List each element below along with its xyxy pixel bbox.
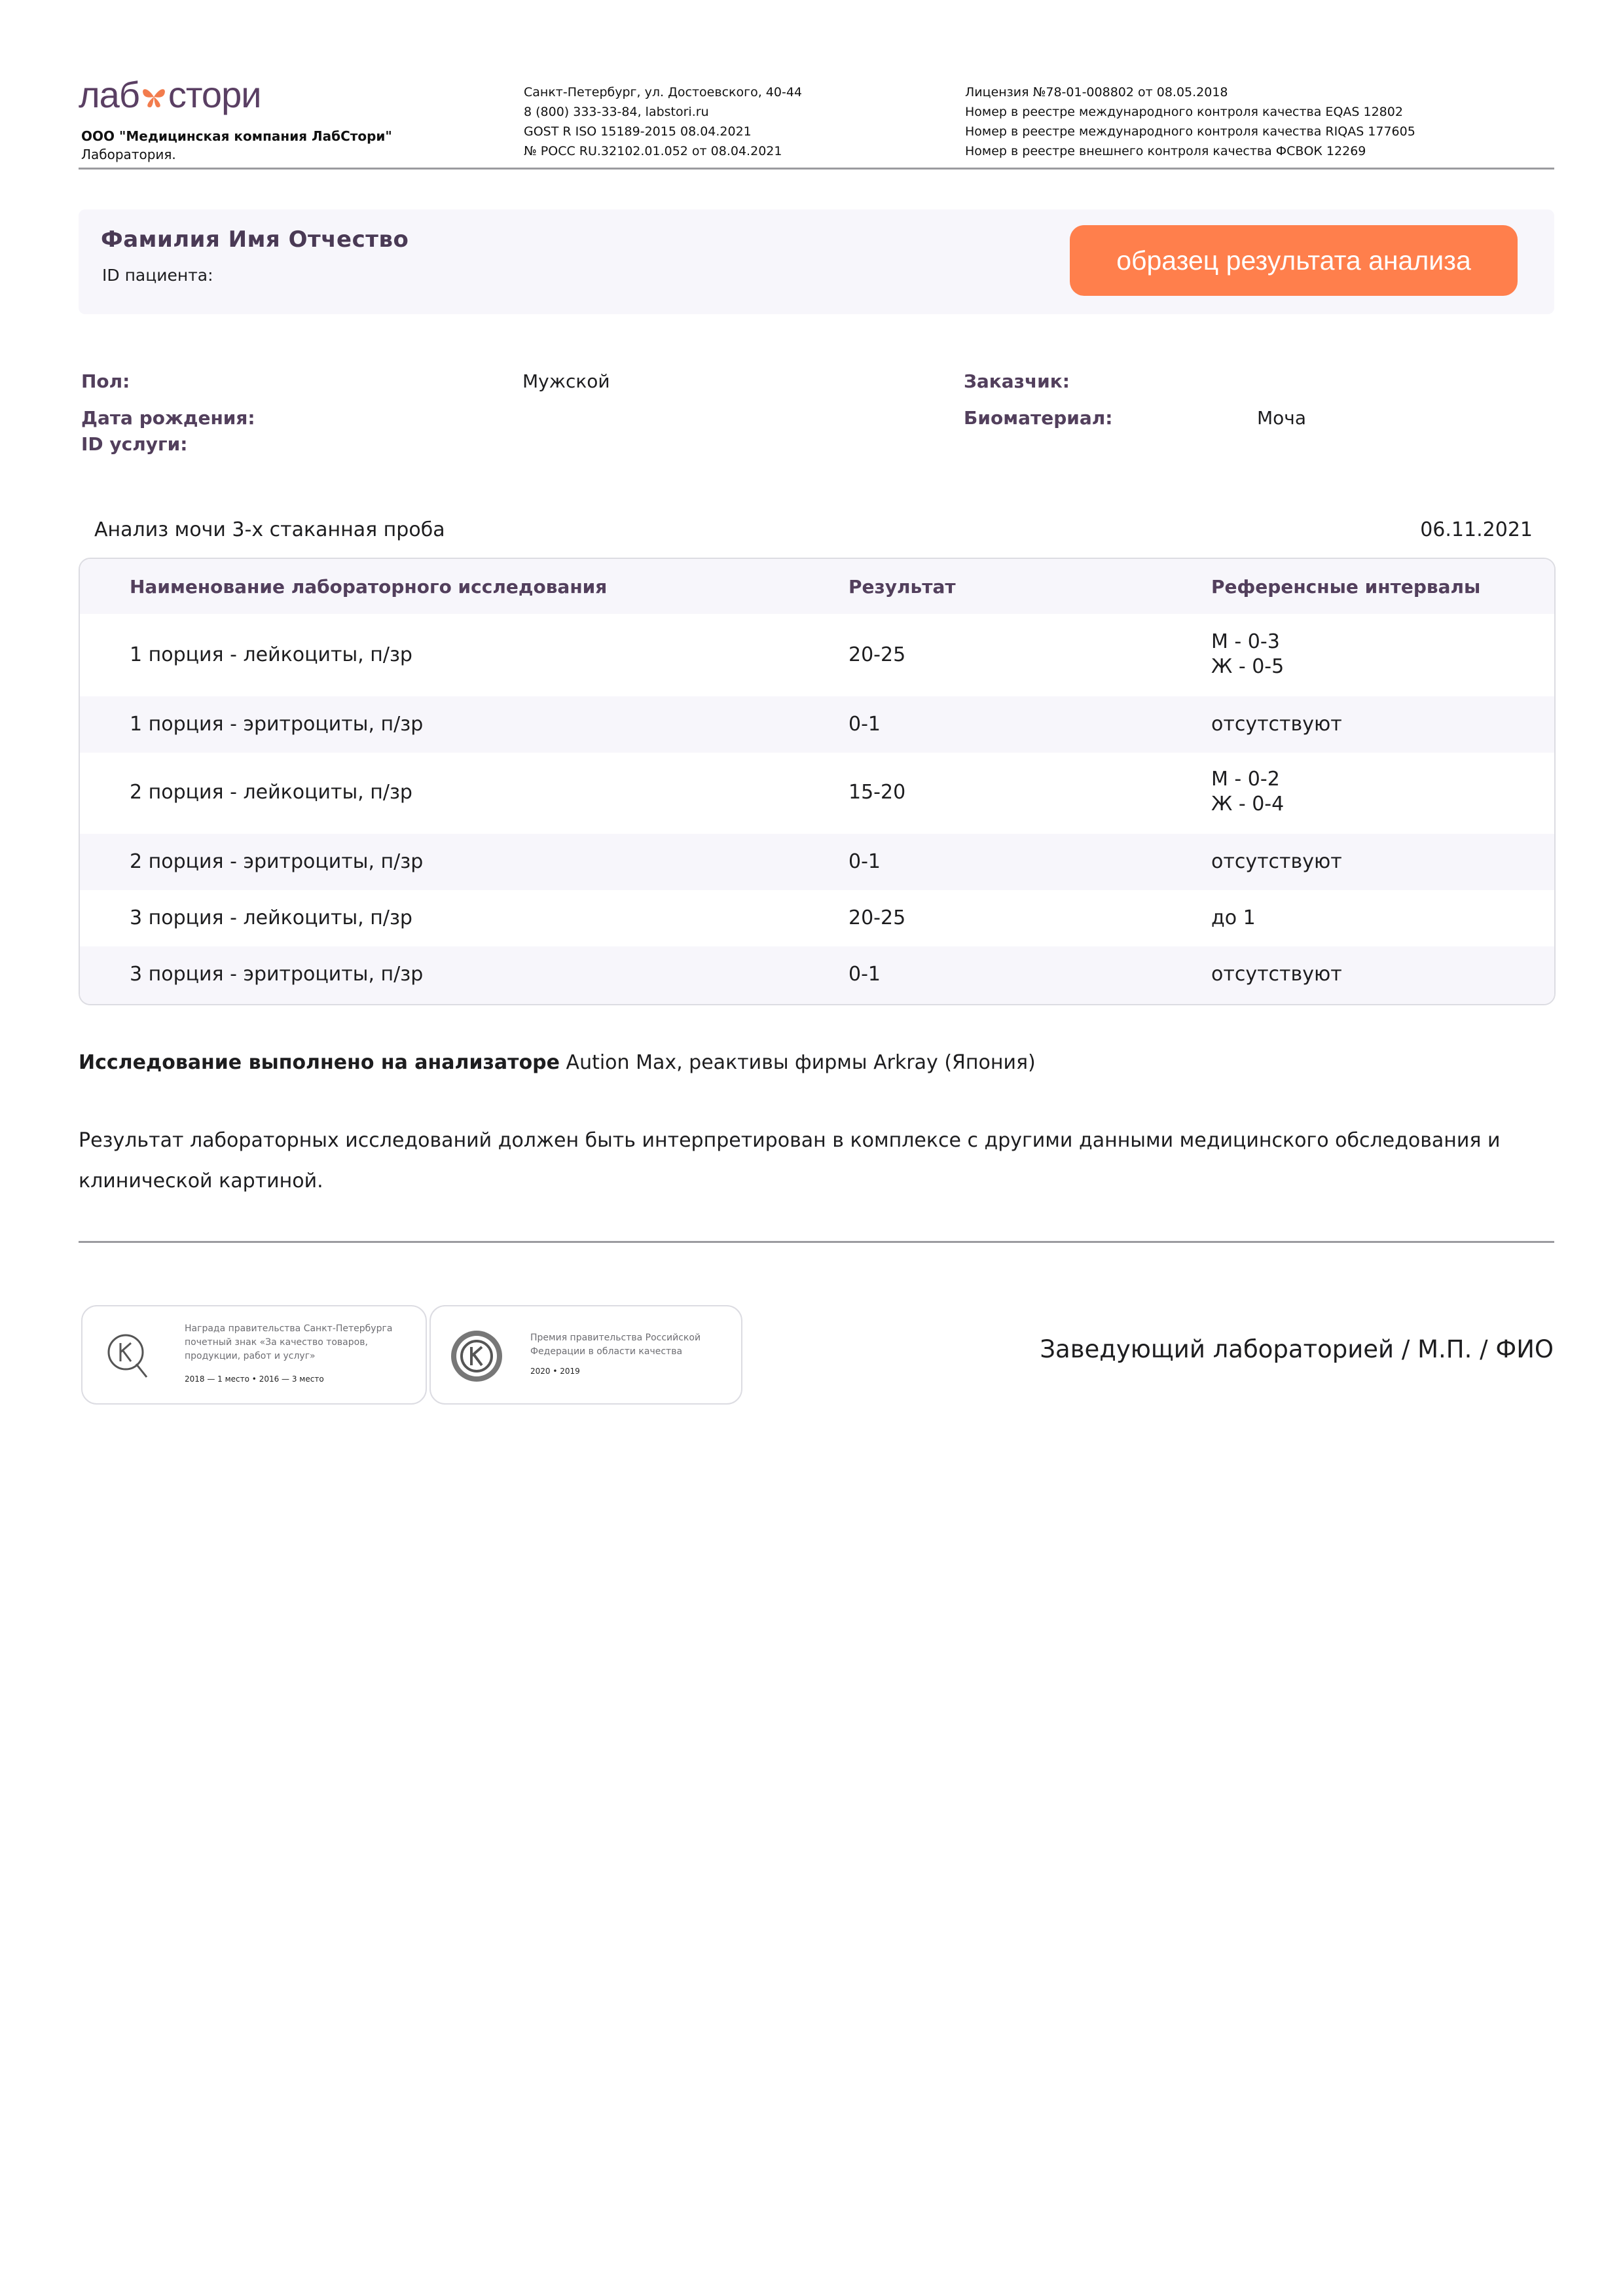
- disclaimer: [79, 1121, 1558, 1202]
- column-header-reference: Референсные интервалы: [1211, 576, 1481, 598]
- table-row: [80, 696, 1554, 753]
- column-header-result: Результат: [848, 576, 956, 598]
- company-name: ООО "Медицинская компания ЛабСтори": [81, 128, 392, 144]
- test-name: 1 порция - эритроциты, п/зр: [130, 713, 424, 736]
- contact-gost: GOST R ISO 15189-2015 08.04.2021: [524, 124, 752, 139]
- contact-certificate: № РОСС RU.32102.01.052 от 08.04.2021: [524, 144, 782, 158]
- analyzer-note-text: Aution Max, реактивы фирмы Arkray (Япония): [566, 1051, 1036, 1074]
- header-divider: [79, 168, 1554, 170]
- test-result: 15-20: [848, 781, 906, 804]
- table-header-row: [80, 559, 1554, 614]
- table-row: [80, 834, 1554, 890]
- contact-phone: 8 (800) 333-33-84, labstori.ru: [524, 105, 709, 119]
- table-row: [80, 890, 1554, 946]
- analyzer-note-bold: Исследование выполнено на анализаторе: [79, 1051, 560, 1074]
- header-contacts: [524, 82, 802, 161]
- header-licenses: [965, 82, 1415, 161]
- logo-butterfly-icon: [139, 82, 168, 111]
- biomaterial-label: Биоматериал:: [964, 407, 1113, 429]
- test-date: 06.11.2021: [1420, 518, 1533, 541]
- test-name: 2 порция - эритроциты, п/зр: [130, 850, 424, 873]
- customer-label: Заказчик:: [964, 370, 1070, 392]
- license-line: Номер в реестре международного контроля качества EQAS 12802: [965, 105, 1403, 119]
- sample-badge: образец результата анализа: [1070, 225, 1518, 296]
- test-result: 20-25: [848, 643, 906, 666]
- test-reference: отсутствуют: [1211, 963, 1342, 986]
- birth-date-label: Дата рождения:: [81, 407, 255, 429]
- company-subtitle: Лаборатория.: [81, 147, 176, 162]
- table-row: [80, 753, 1554, 834]
- results-table: [79, 558, 1556, 1005]
- test-reference: отсутствуют: [1211, 713, 1342, 736]
- test-name: 3 порция - лейкоциты, п/зр: [130, 906, 412, 929]
- award-card-spb: [81, 1305, 427, 1405]
- disclaimer-line: клинической картиной.: [79, 1170, 323, 1193]
- test-result: 20-25: [848, 906, 906, 929]
- quality-mark-icon: [106, 1330, 149, 1380]
- award-card-rf: [429, 1305, 742, 1405]
- patient-name: Фамилия Имя Отчество: [101, 226, 409, 253]
- service-id-label: ID услуги:: [81, 433, 188, 455]
- test-result: 0-1: [848, 963, 881, 986]
- test-name: 2 порция - лейкоциты, п/зр: [130, 781, 412, 804]
- license-line: Лицензия №78-01-008802 от 08.05.2018: [965, 85, 1228, 99]
- signature-line: Заведующий лабораторией / М.П. / ФИО: [1040, 1335, 1554, 1363]
- test-reference: М - 0-3 Ж - 0-5: [1211, 630, 1285, 678]
- license-line: Номер в реестре международного контроля качества RIQAS 177605: [965, 124, 1415, 139]
- footer-divider: [79, 1241, 1554, 1243]
- disclaimer-line: Результат лабораторных исследований должен быть интерпретирован в комплексе с другими данными медицинского обследования и: [79, 1129, 1501, 1152]
- logo: [79, 73, 261, 116]
- award-description: Награда правительства Санкт-Петербурга почетный знак «За качество товаров, продукции, работ и услуг»: [185, 1323, 393, 1361]
- table-row: [80, 614, 1554, 696]
- award-years: 2018 — 1 место • 2016 — 3 место: [185, 1374, 324, 1384]
- analyzer-note: [79, 1051, 1036, 1074]
- sex-value: Мужской: [522, 370, 610, 392]
- award-description: Премия правительства Российской Федерации в области качества: [530, 1333, 701, 1357]
- license-line: Номер в реестре внешнего контроля качества ФСВОК 12269: [965, 144, 1366, 158]
- test-reference: отсутствуют: [1211, 850, 1342, 873]
- test-title: Анализ мочи 3-х стаканная проба: [94, 518, 445, 541]
- sex-label: Пол:: [81, 370, 130, 392]
- test-reference: до 1: [1211, 906, 1256, 929]
- column-header-name: Наименование лабораторного исследования: [130, 576, 608, 598]
- award-years: 2020 • 2019: [530, 1367, 580, 1376]
- test-reference: М - 0-2 Ж - 0-4: [1211, 768, 1285, 816]
- test-result: 0-1: [848, 850, 881, 873]
- table-row: [80, 946, 1554, 1004]
- test-name: 1 порция - лейкоциты, п/зр: [130, 643, 412, 666]
- logo-text-right: стори: [168, 74, 261, 115]
- logo-text-left: лаб: [79, 74, 139, 115]
- test-name: 3 порция - эритроциты, п/зр: [130, 963, 424, 986]
- biomaterial-value: Моча: [1257, 407, 1306, 429]
- contact-address: Санкт-Петербург, ул. Достоевского, 40-44: [524, 85, 803, 99]
- patient-id-label: ID пациента:: [102, 266, 213, 285]
- quality-seal-icon: [449, 1329, 504, 1384]
- test-result: 0-1: [848, 713, 881, 736]
